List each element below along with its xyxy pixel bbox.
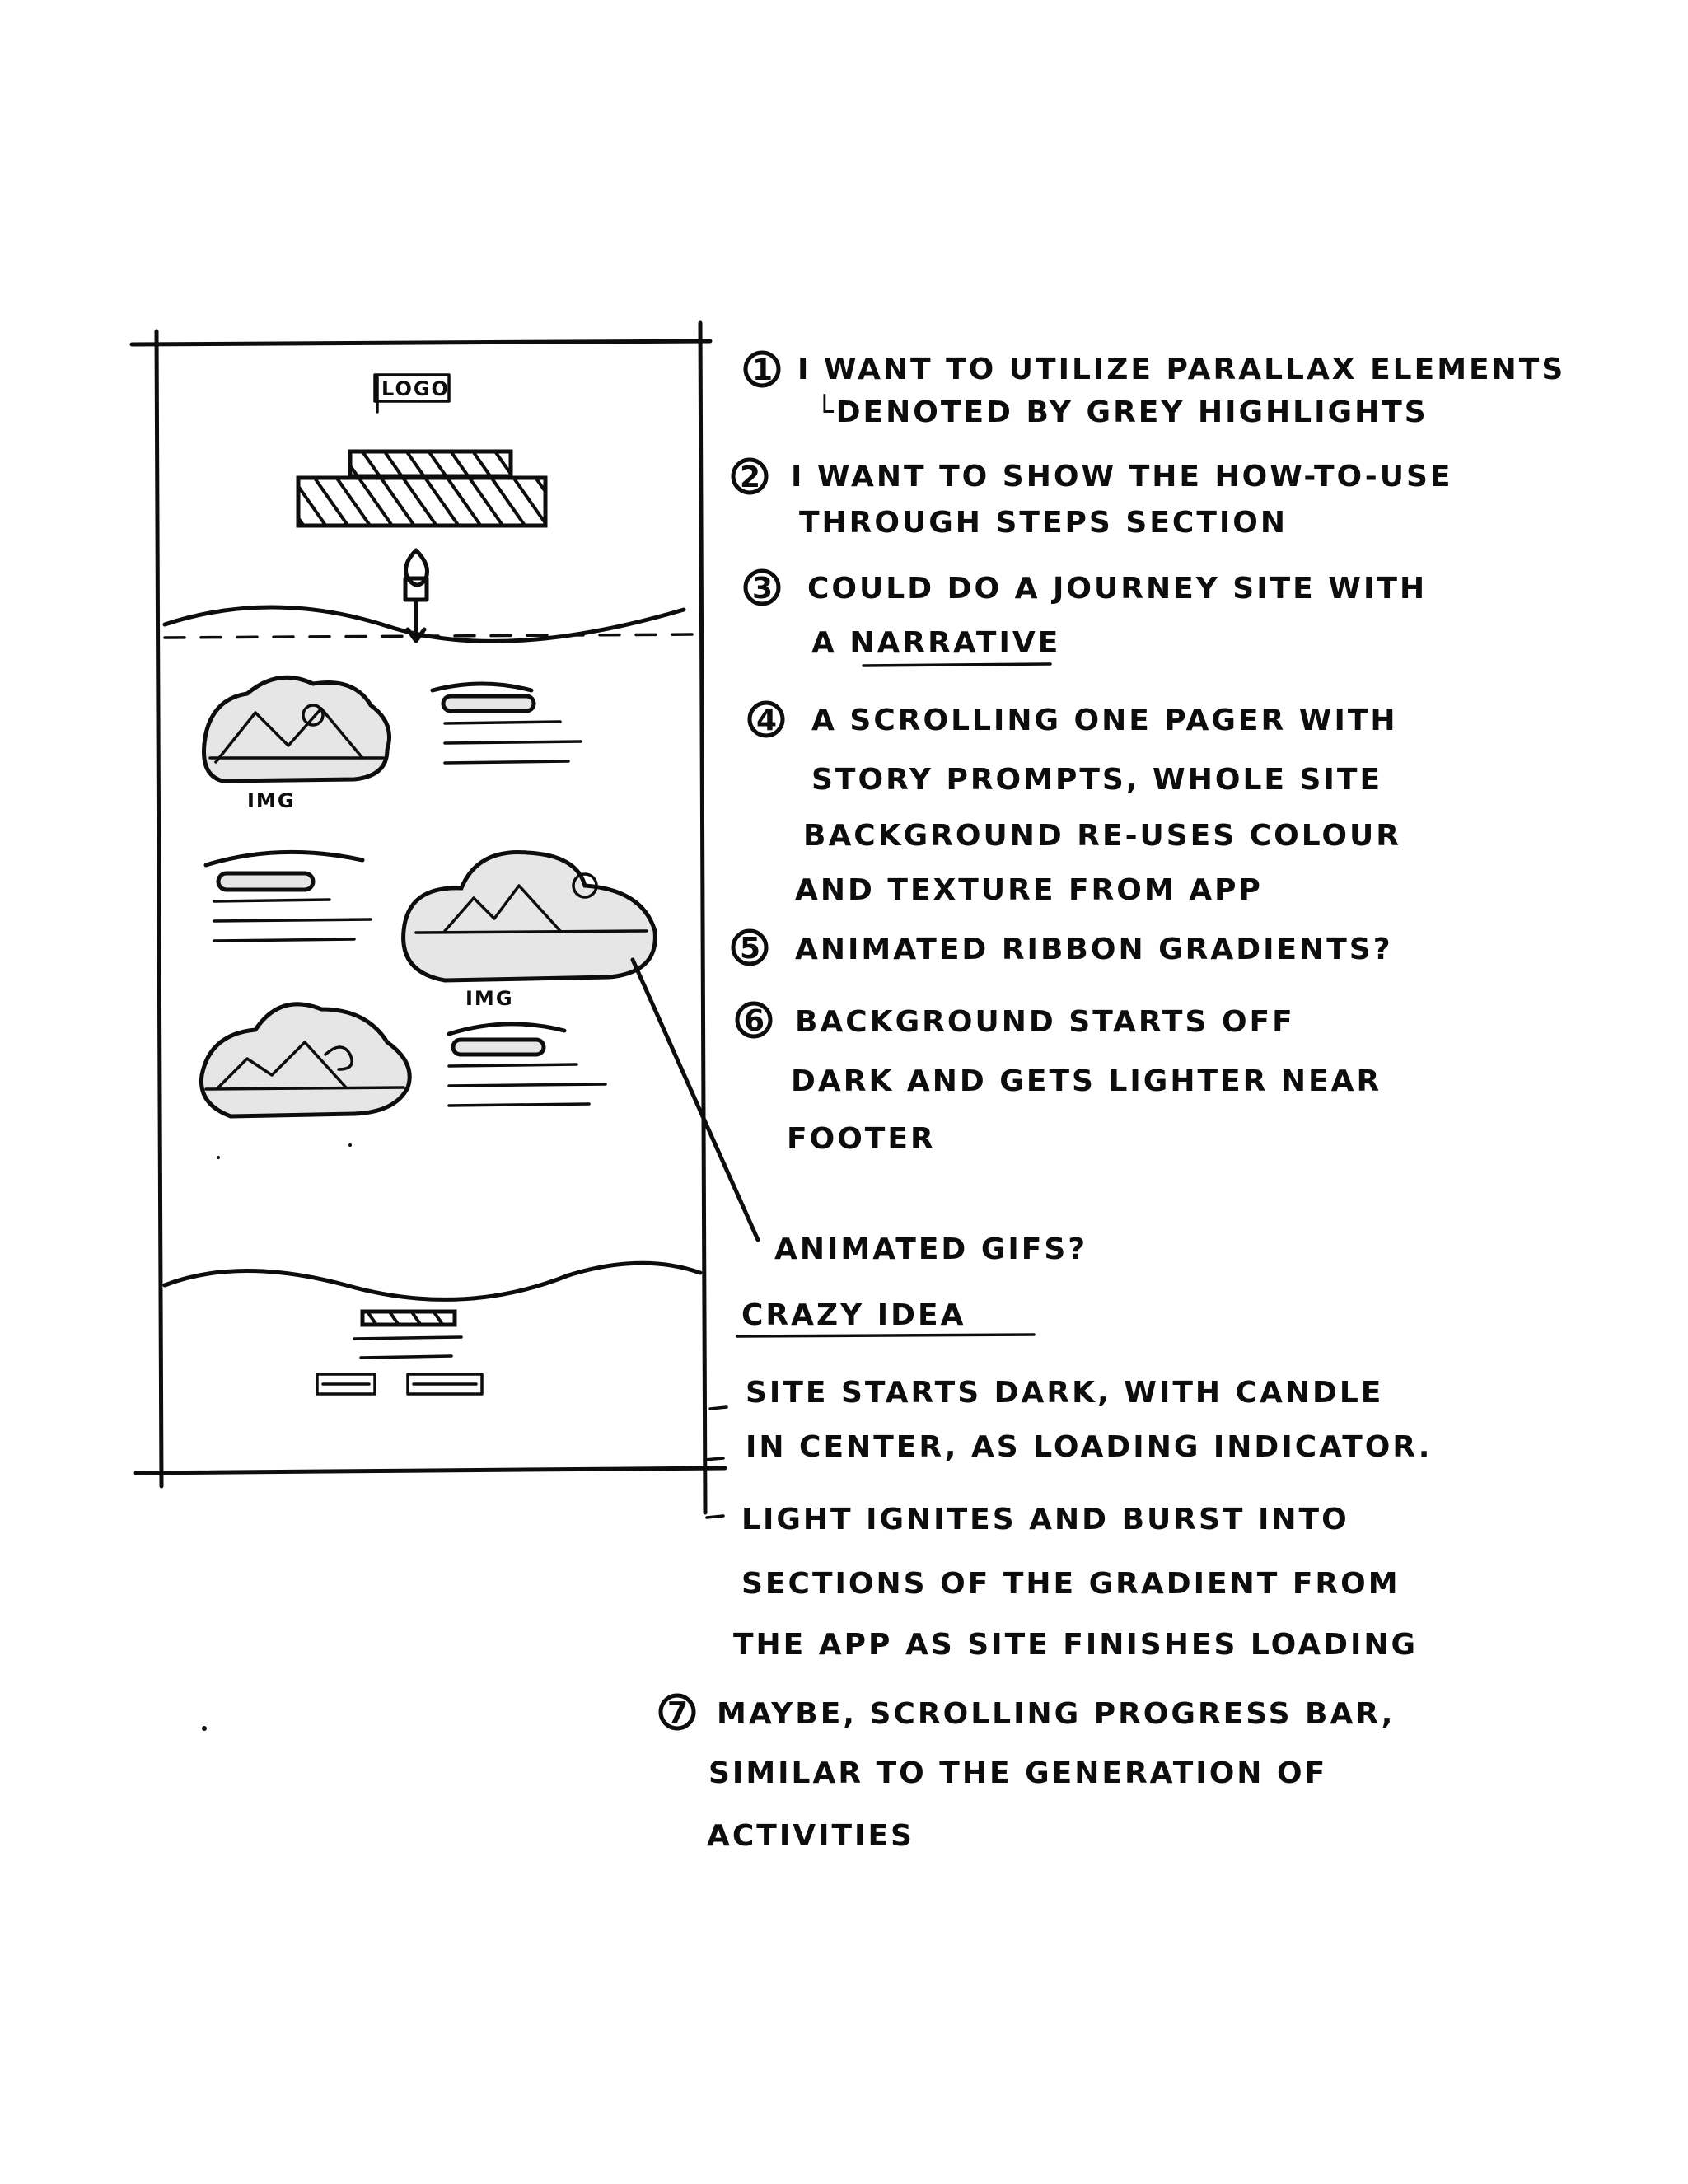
- note-line: A SCROLLING ONE PAGER WITH: [811, 704, 1398, 737]
- note-line: BACKGROUND STARTS OFF: [795, 1005, 1295, 1039]
- note-line: I WANT TO SHOW THE HOW-TO-USE: [791, 460, 1453, 493]
- note-number: 6: [744, 1004, 768, 1038]
- crazy-idea-heading: CRAZY IDEA: [741, 1298, 966, 1332]
- note-7: [661, 1695, 1395, 1853]
- image-label-1: IMG: [247, 789, 296, 812]
- image-placeholder-2: [404, 853, 656, 1010]
- note-line: BACKGROUND RE-USES COLOUR: [803, 819, 1401, 853]
- note-line: └DENOTED BY GREY HIGHLIGHTS: [816, 395, 1428, 429]
- note-line: FOOTER: [787, 1122, 936, 1156]
- note-line: COULD DO A JOURNEY SITE WITH: [807, 572, 1428, 606]
- text-block-1: [433, 684, 581, 763]
- note-number: 2: [740, 461, 764, 494]
- text-block-3: [449, 1024, 606, 1106]
- note-5: [733, 931, 1393, 966]
- image-label-2: IMG: [465, 987, 514, 1010]
- paper-specks: [202, 1143, 352, 1731]
- animated-gifs-annotation: ANIMATED GIFS?: [774, 1232, 1088, 1266]
- note-line: A NARRATIVE: [811, 626, 1061, 660]
- crazy-idea-line: THE APP AS SITE FINISHES LOADING: [733, 1628, 1419, 1662]
- note-line: STORY PROMPTS, WHOLE SITE: [811, 763, 1383, 797]
- note-line: SIMILAR TO THE GENERATION OF: [708, 1756, 1328, 1790]
- hero-hatched-bars: [298, 451, 545, 526]
- image-placeholder-1: [204, 677, 390, 812]
- note-6: [737, 1003, 1382, 1156]
- note-line: ANIMATED RIBBON GRADIENTS?: [795, 933, 1393, 966]
- note-3: [746, 571, 1427, 666]
- note-number: 4: [756, 704, 780, 737]
- logo-label: LOGO: [381, 377, 450, 400]
- note-number: 3: [752, 572, 776, 606]
- footer-wave-divider: [165, 1263, 700, 1299]
- footer-content: [317, 1312, 482, 1394]
- note-line: THROUGH STEPS SECTION: [799, 506, 1288, 540]
- crazy-idea-line: IN CENTER, AS LOADING INDICATOR.: [746, 1430, 1433, 1464]
- image-placeholder-3: [201, 1004, 409, 1116]
- note-number: 1: [752, 353, 776, 387]
- parallax-dashed-line: [165, 634, 700, 638]
- note-number: 7: [667, 1696, 691, 1730]
- logo-box: [375, 375, 450, 412]
- note-number: 5: [740, 932, 764, 966]
- note-4: [750, 703, 1401, 907]
- note-1: [746, 353, 1565, 429]
- note-line: MAYBE, SCROLLING PROGRESS BAR,: [717, 1697, 1396, 1731]
- notes-list: [733, 353, 1565, 1156]
- crazy-idea-section: [704, 1298, 1432, 1662]
- crazy-idea-line: SITE STARTS DARK, WITH CANDLE: [746, 1376, 1384, 1410]
- text-block-2: [206, 852, 371, 941]
- crazy-idea-line: SECTIONS OF THE GRADIENT FROM: [741, 1567, 1400, 1601]
- crazy-idea-line: LIGHT IGNITES AND BURST INTO: [741, 1503, 1349, 1536]
- annotation-leader-line: [633, 960, 758, 1240]
- note-line: ACTIVITIES: [707, 1819, 914, 1853]
- candle-icon: [405, 550, 428, 641]
- note-line: DARK AND GETS LIGHTER NEAR: [791, 1064, 1382, 1098]
- note-2: [733, 460, 1453, 540]
- note-line: AND TEXTURE FROM APP: [795, 873, 1263, 907]
- note-line: I WANT TO UTILIZE PARALLAX ELEMENTS: [797, 353, 1566, 386]
